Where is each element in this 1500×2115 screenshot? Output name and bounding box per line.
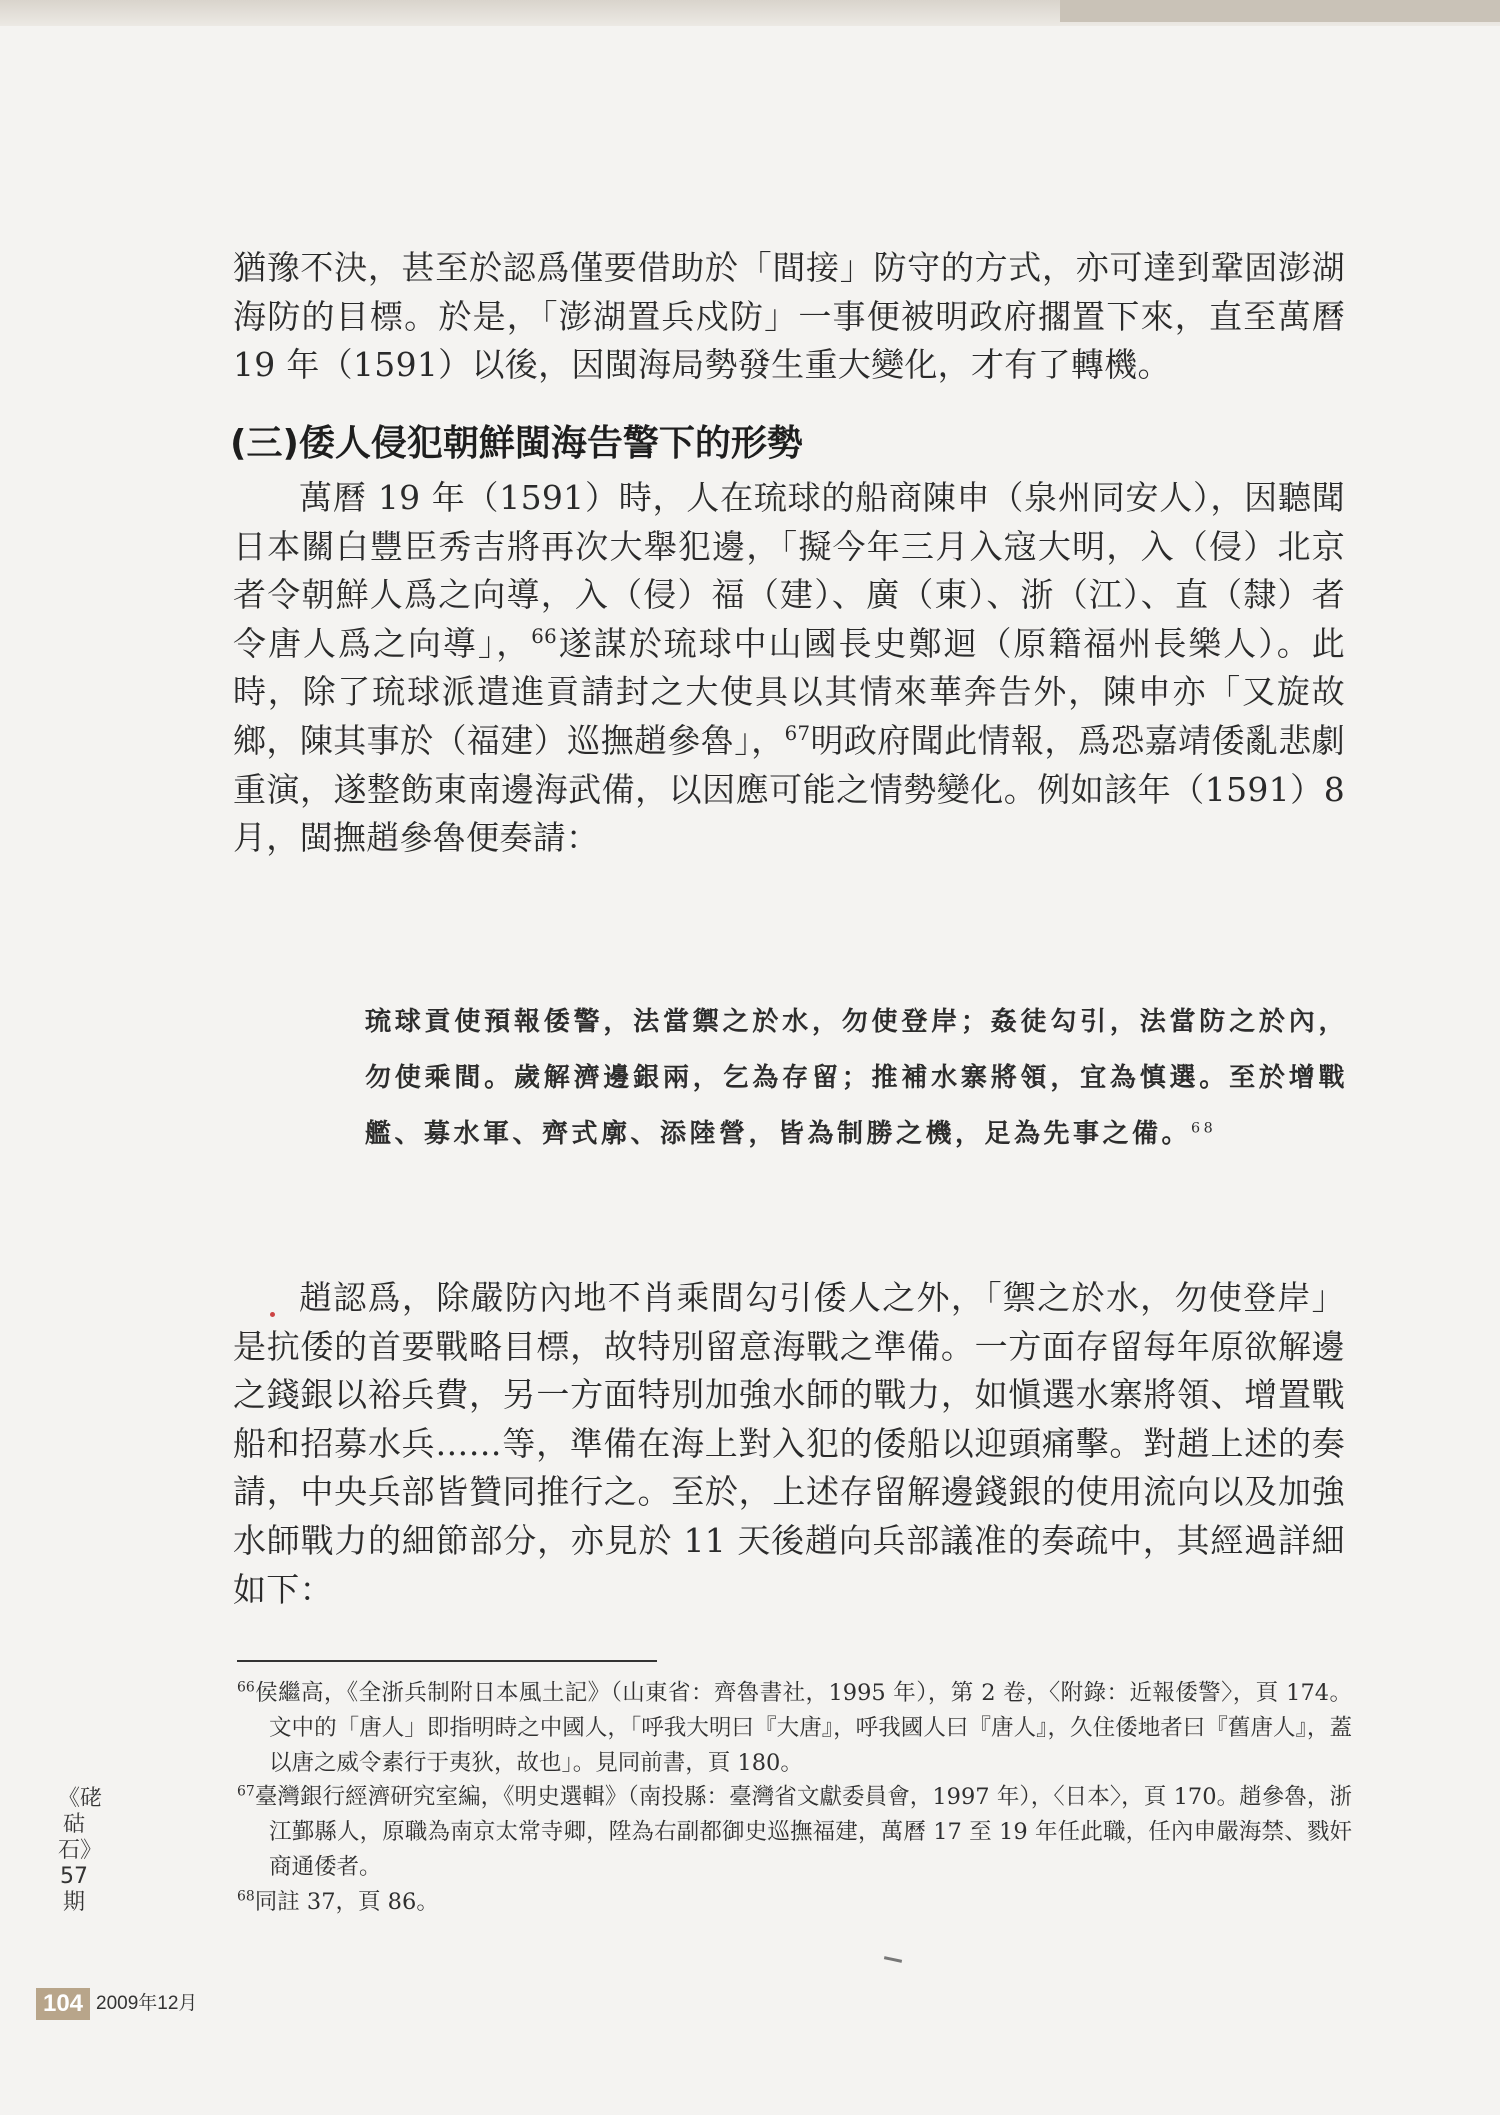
footnote-text: 侯繼高，《全浙兵制附日本風土記》（山東省：齊魯書社，1995 年），第 2 卷，〈附錄：近報倭警〉，頁 174。文中的「唐人」即指明時之中國人，「呼我大明曰『大唐』，呼我國人曰『唐人』，久住倭地者曰『舊唐人』，蓋以唐之威令素行于夷狄，故也」。見同前書，頁 180。 bbox=[254, 1680, 1352, 1776]
footnote-text: 臺灣銀行經濟研究室編，《明史選輯》（南投縣：臺灣省文獻委員會，1997 年），〈日本〉，頁 170。趙參魯，浙江鄞縣人，原職為南京太常寺卿，陞為右副都御史巡撫福建，萬曆 17 至 19 年任此職，任內申嚴海禁、戮奸商通倭者。 bbox=[254, 1784, 1352, 1880]
body-paragraph-1: 猶豫不決，甚至於認爲僅要借助於「間接」防守的方式，亦可達到鞏固澎湖海防的目標。於是，「澎湖置兵戍防」一事便被明政府擱置下來，直至萬曆 19 年（1591）以後，因閩海局勢發生重大變化，才有了轉機。 bbox=[233, 248, 1345, 385]
footnote-text: 同註 37，頁 86。 bbox=[254, 1888, 439, 1915]
issue-date: 2009年12月 bbox=[96, 1993, 198, 2014]
body-paragraph-3: 趙認爲，除嚴防內地不肖乘間勾引倭人之外，「禦之於水，勿使登岸」是抗倭的首要戰略目標，故特別留意海戰之準備。一方面存留每年原欲解邊之錢銀以裕兵費，另一方面特別加強水師的戰力，如愼選水寨將領、增置戰船和招募水兵……等，準備在海上對入犯的倭船以迎頭痛擊。對趙上述的奏請，中央兵部皆贊同推行之。至於，上述存留解邊錢銀的使用流向以及加強水師戰力的細節部分，亦見於 11 天後趙向兵部議准的奏疏中，其經過詳細如下： bbox=[233, 1278, 1345, 1609]
footnote-number: 68 bbox=[237, 1888, 255, 1905]
page-top-edge bbox=[0, 0, 1500, 26]
footnotes-section bbox=[237, 1676, 1352, 1920]
block-quote bbox=[365, 994, 1348, 1162]
footnote-ref-68[interactable]: 68 bbox=[1191, 1120, 1217, 1137]
footnote-ref-67[interactable]: 67 bbox=[784, 721, 811, 745]
footnote-67 bbox=[237, 1780, 1352, 1884]
footnote-number: 67 bbox=[237, 1783, 255, 1800]
paragraph-text: 明政府聞此情報，爲恐嘉靖倭亂悲劇重演，遂整飭東南邊海武備，以因應可能之情勢變化。例如該年（1591）8 月，閩撫趙參魯便奏請： bbox=[233, 720, 1345, 858]
quote-text: 琉球貢使預報倭警，法當禦之於水，勿使登岸；姦徒勾引，法當防之於內，勿使乘間。歲解濟邊銀兩，乞為存留；推補水寨將領，宜為慎選。至於增戰艦、募水軍、齊式廓、添陸營，皆為制勝之機，足為先事之備。 bbox=[365, 1007, 1348, 1149]
footnote-number: 66 bbox=[237, 1679, 255, 1696]
paragraph-text: 萬曆 19 年（1591）時，人在琉球的船商陳申（泉州同安人），因聽聞日本關白豐臣秀吉將再次大舉犯邊，「擬今年三月入寇大明，入（侵）北京者令朝鮮人爲之向導，入（侵）福（建）、廣（東）、浙（江）、直（隸）者令唐人爲之向導」， bbox=[233, 478, 1345, 663]
body-paragraph-2 bbox=[233, 474, 1345, 863]
section-heading: (三)倭人侵犯朝鮮閩海告警下的形勢 bbox=[230, 423, 803, 464]
scan-speck bbox=[884, 1956, 902, 1963]
footnote-66 bbox=[237, 1676, 1352, 1780]
footnote-68 bbox=[237, 1885, 1352, 1920]
footnote-divider bbox=[237, 1660, 657, 1662]
journal-title-vertical: 《硓𥑮石》57期 bbox=[58, 1786, 103, 1915]
page-number: 104 bbox=[36, 1988, 90, 2020]
footnote-ref-66[interactable]: 66 bbox=[531, 624, 558, 648]
paragraph-text: 遂謀於琉球中山國長史鄭迴（原籍福州長樂人）。此時，除了琉球派遣進貢請封之大使具以其情來華奔告外，陳申亦「又旋故鄉，陳其事於（福建）巡撫趙參魯」， bbox=[233, 623, 1345, 760]
